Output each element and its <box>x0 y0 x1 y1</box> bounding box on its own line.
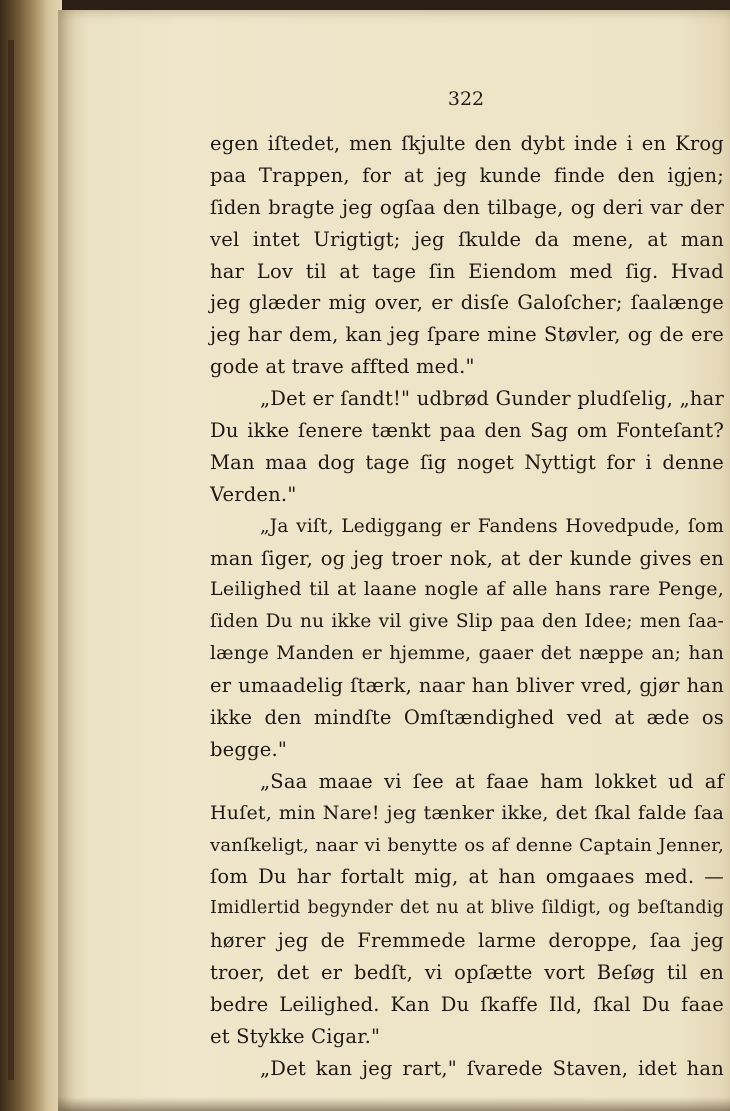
text-line: gode at trave affted med." <box>210 355 475 379</box>
text-line: jeg har dem, kan jeg ſpare mine Støvler, og de ere <box>210 323 724 347</box>
text-line: Man maa dog tage ſig noget Nyttigt for i denne <box>210 450 724 474</box>
text-line: Verden." <box>210 482 297 506</box>
text-line: „Ja viſt, Lediggang er Fandens Hovedpude, ſom <box>260 515 724 537</box>
text-line: ſiden bragte jeg ogſaa den tilbage, og deri var der <box>210 195 724 219</box>
text-line: „Saa maae vi ſee at faae ham lokket ud af <box>260 769 724 793</box>
book-page <box>58 10 730 1111</box>
page-number: 322 <box>447 88 485 110</box>
text-line: hører jeg de Fremmede larme deroppe, ſaa jeg <box>210 929 724 953</box>
text-line: jeg glæder mig over, er disſe Galoſcher; ſaalænge <box>210 291 724 315</box>
spine-shadow <box>8 40 14 1080</box>
text-line: vanſkeligt, naar vi benytte os af denne Captain Jenner, <box>210 834 724 856</box>
text-line: er umaadelig ſtærk, naar han bliver vred, gjør han <box>210 674 724 698</box>
text-line: paa Trappen, for at jeg kunde finde den igjen; <box>210 163 724 187</box>
text-line: Huſet, min Nare! jeg tænker ikke, det ſkal falde ſaa <box>210 801 724 824</box>
text-line: man ſiger, og jeg troer nok, at der kunde gives en <box>210 546 724 570</box>
page-bottom-shadow <box>58 1097 730 1111</box>
text-line: ſom Du har fortalt mig, at han omgaaes med. — <box>210 865 724 889</box>
text-line: Du ikke ſenere tænkt paa den Sag om Fonteſant? <box>210 419 724 443</box>
text-line: har Lov til at tage ſin Eiendom med ſig. Hvad <box>210 259 724 283</box>
text-line: Imidlertid begynder det nu at blive ſildigt, og beſtandig <box>210 898 724 919</box>
text-line: „Det er ſandt!" udbrød Gunder pludſelig, „har <box>260 387 724 411</box>
text-line: troer, det er bedſt, vi opſætte vort Beſøg til en <box>210 961 724 985</box>
text-line: vel intet Urigtigt; jeg ſkulde da mene, at man <box>210 227 724 251</box>
text-line: ſiden Du nu ikke vil give Slip paa den Idee; men ſaa- <box>210 611 724 633</box>
text-line: ikke den mindſte Omſtændighed ved at æde os <box>210 706 724 730</box>
text-line: et Stykke Cigar." <box>210 1024 381 1048</box>
page-text <box>210 128 724 1085</box>
text-line: egen iſtedet, men ſkjulte den dybt inde i en Krog <box>210 132 724 155</box>
text-line: Leilighed til at laane nogle af alle hans rare Penge, <box>210 578 724 601</box>
text-line: bedre Leilighed. Kan Du ſkaffe Ild, ſkal Du faae <box>210 993 724 1017</box>
text-line: længe Manden er hjemme, gaaer det næppe an; han <box>210 643 724 665</box>
text-line: begge." <box>210 737 288 761</box>
text-line: „Det kan jeg rart," ſvarede Staven, idet han <box>260 1056 724 1080</box>
